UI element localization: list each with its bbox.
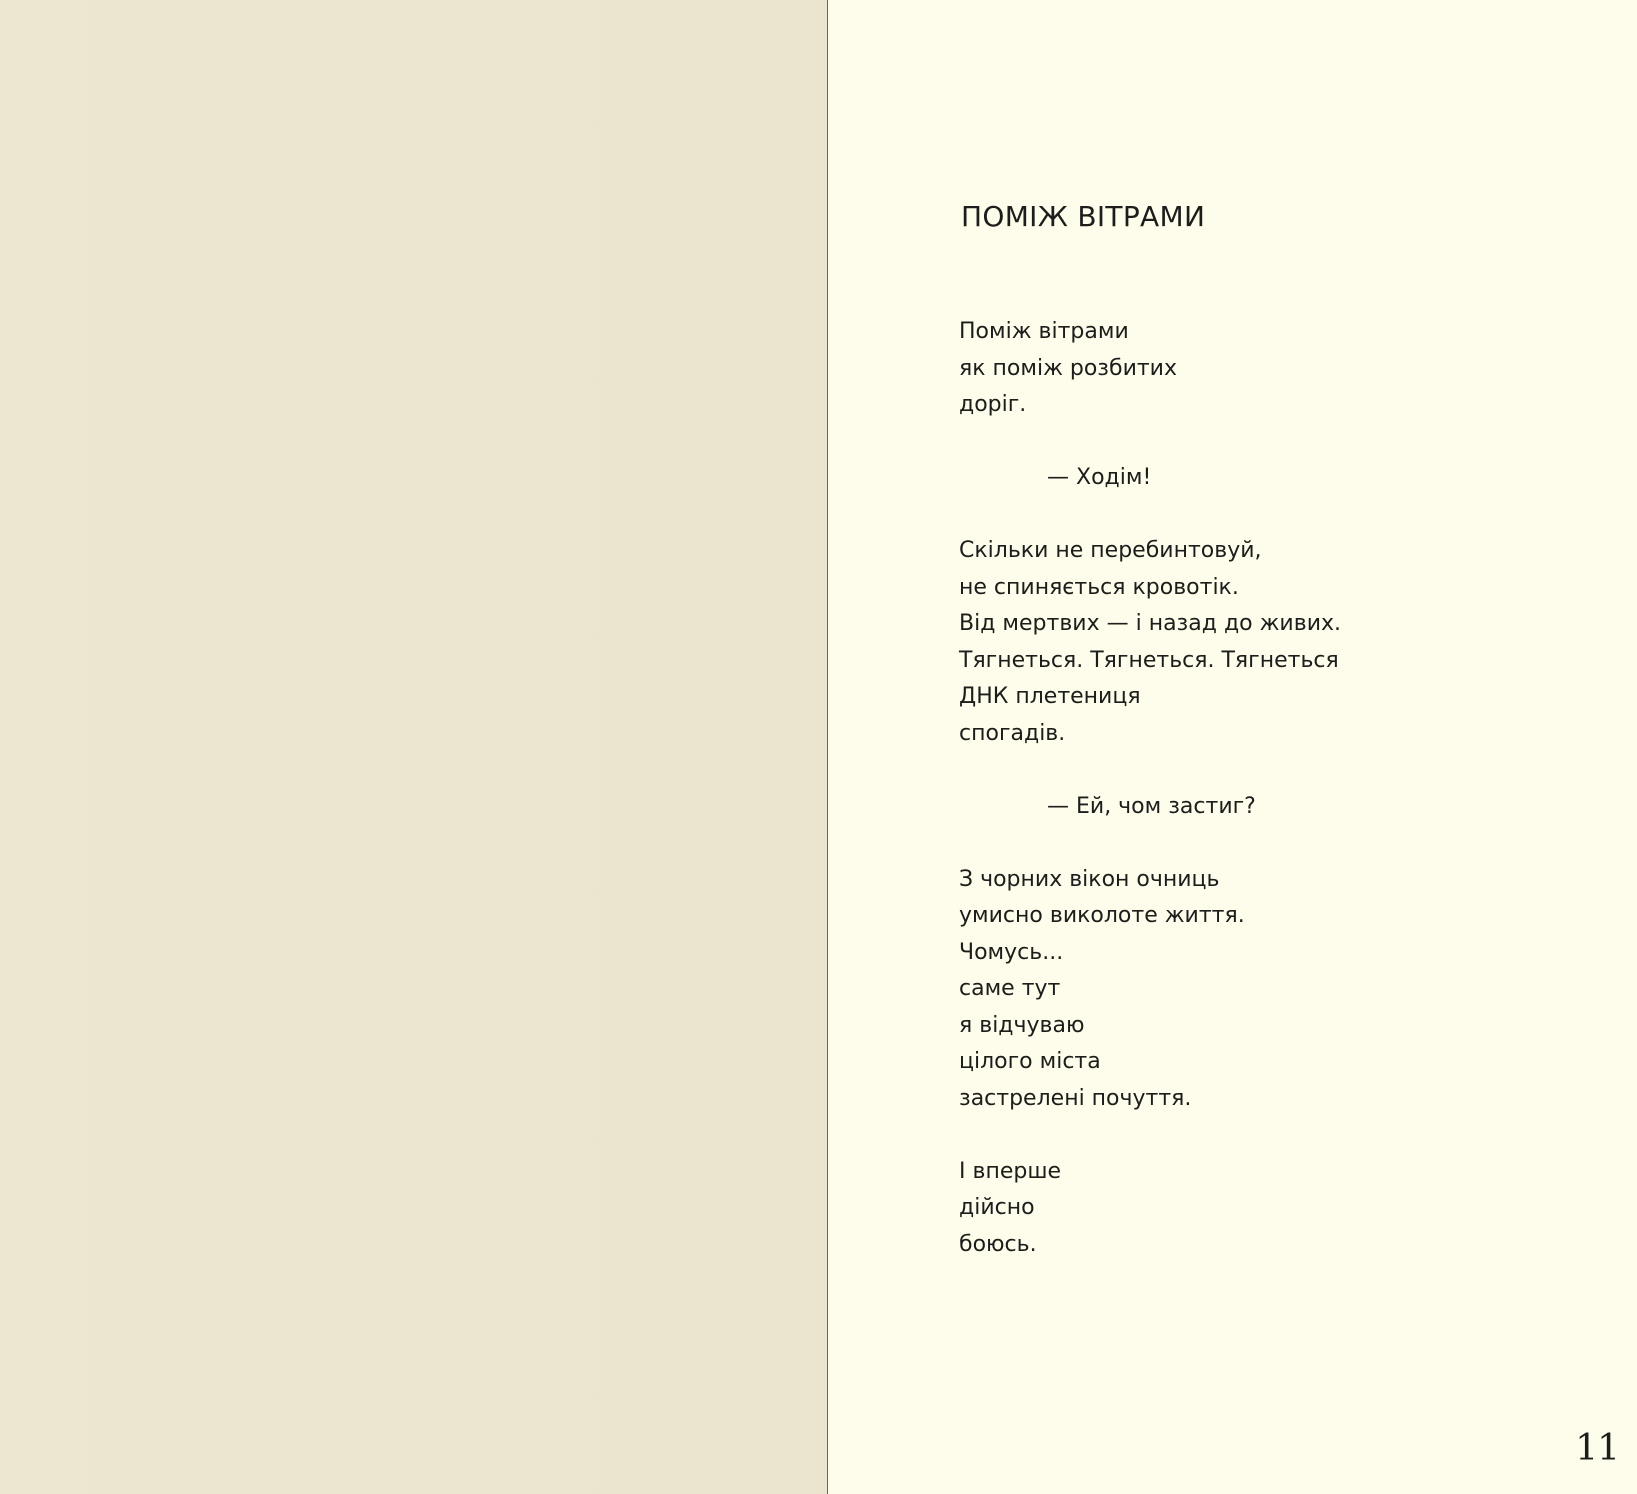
poem-line: — Ей, чом застиг? <box>1047 793 1256 819</box>
poem-line: боюсь. <box>959 1231 1037 1257</box>
poem-line: саме тут <box>959 976 1061 1001</box>
poem-line: Від мертвих — і назад до живих. <box>959 611 1342 636</box>
poem-line: І вперше <box>959 1158 1061 1184</box>
poem-line: Скільки не перебинтовуй, <box>959 538 1262 563</box>
poem-line: умисно виколоте життя. <box>959 903 1245 928</box>
dialogue-line-1 <box>959 460 1341 497</box>
poem-line: спогадів. <box>959 720 1066 746</box>
stanza-3 <box>959 862 1341 1118</box>
poem-line: Поміж вітрами <box>959 319 1129 344</box>
poem-line: Чомусь... <box>959 939 1064 965</box>
poem-title: ПОМІЖ ВІТРАМИ <box>961 200 1206 233</box>
poem-line: як поміж розбитих <box>959 355 1178 381</box>
page-number: 11 <box>1575 1428 1619 1469</box>
poem-line: застрелені почуття. <box>959 1085 1192 1111</box>
poem-body <box>959 314 1341 1300</box>
stanza-4 <box>959 1154 1341 1264</box>
poem-line: З чорних вікон очниць <box>959 866 1220 892</box>
dialogue-line-2 <box>959 789 1341 826</box>
poem-line: — Ходім! <box>1047 465 1152 490</box>
stanza-1 <box>959 314 1341 424</box>
poem-line: Тягнеться. Тягнеться. Тягнеться <box>959 647 1339 673</box>
poem-line: ДНК плетениця <box>959 684 1141 709</box>
poem-line: доріг. <box>959 392 1027 417</box>
poem-line: не спиняється кровотік. <box>959 574 1239 600</box>
stanza-2 <box>959 533 1341 752</box>
poem-line: я відчуваю <box>959 1012 1085 1038</box>
poem-line: дійсно <box>959 1195 1035 1220</box>
poem-line: цілого міста <box>959 1049 1101 1074</box>
